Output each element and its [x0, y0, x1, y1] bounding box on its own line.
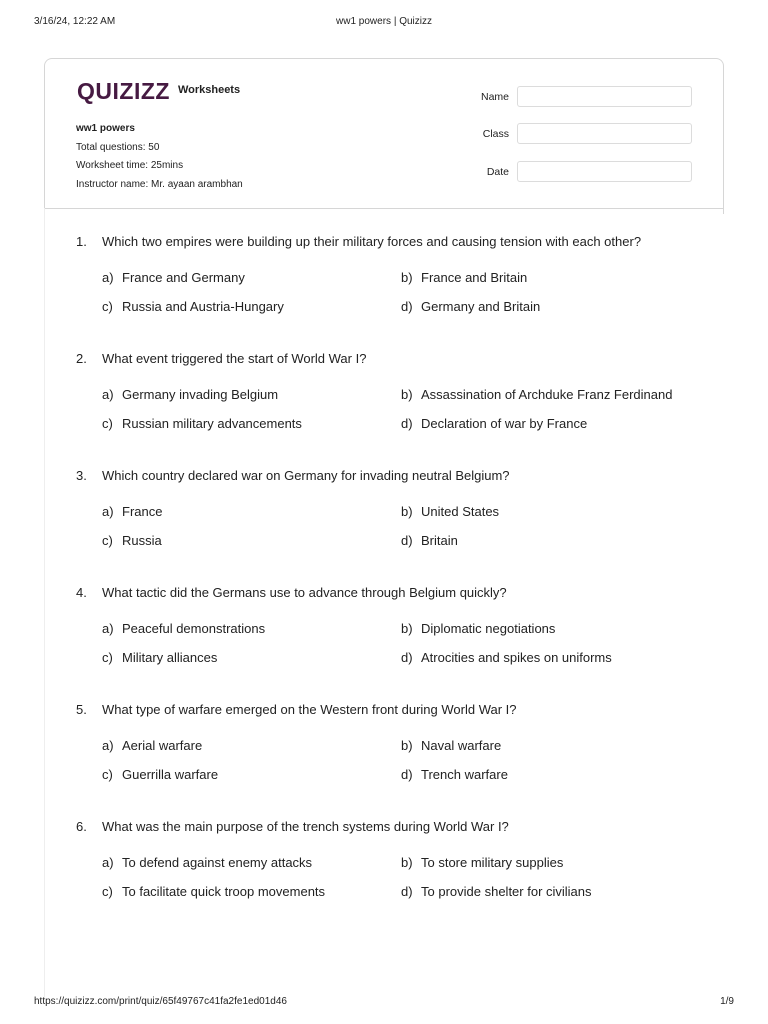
option-text: Russian military advancements [122, 416, 302, 431]
option-text: United States [421, 504, 500, 519]
option-b [401, 270, 527, 285]
option-text: Assassination of Archduke Franz Ferdinand [421, 387, 673, 402]
option-letter: a) [102, 270, 114, 285]
option-text: Atrocities and spikes on uniforms [421, 650, 612, 665]
option-text: Russia [122, 533, 162, 548]
option-letter: a) [102, 621, 114, 636]
option-letter: b) [401, 504, 413, 519]
option-c [102, 650, 217, 665]
option-text: To defend against enemy attacks [122, 855, 313, 870]
print-url[interactable]: https://quizizz.com/print/quiz/65f49767c41fa2fe1ed01d46 [34, 996, 287, 1007]
option-d [401, 767, 508, 782]
option-a [102, 621, 265, 636]
option-letter: c) [102, 884, 113, 899]
quizizz-logo: QUIZIZZ [77, 78, 170, 104]
option-text: Aerial warfare [122, 738, 203, 753]
option-letter: a) [102, 387, 114, 402]
option-c [102, 884, 325, 899]
option-text: Diplomatic negotiations [421, 621, 556, 636]
option-d [401, 884, 592, 899]
question-text: Which two empires were building up their military forces and causing tension with each other? [102, 234, 642, 249]
question-3 [76, 468, 716, 548]
question-number: 5. [76, 702, 87, 717]
option-d [401, 650, 612, 665]
option-text: To provide shelter for civilians [421, 884, 592, 899]
option-letter: b) [401, 270, 413, 285]
option-a [102, 738, 202, 753]
option-c [102, 533, 162, 548]
quiz-title: ww1 powers [76, 123, 135, 134]
option-text: To store military supplies [421, 855, 564, 870]
option-a [102, 270, 245, 285]
option-c [102, 416, 302, 431]
question-6 [76, 819, 716, 899]
option-b [401, 387, 672, 402]
option-b [401, 621, 555, 636]
option-letter: d) [401, 884, 413, 899]
option-letter: b) [401, 855, 413, 870]
name-label: Name [480, 91, 509, 103]
option-text: Declaration of war by France [421, 416, 588, 431]
option-text: Russia and Austria-Hungary [122, 299, 284, 314]
print-footer [34, 996, 734, 1010]
option-letter: d) [401, 416, 413, 431]
question-2 [76, 351, 716, 431]
option-text: Trench warfare [421, 767, 508, 782]
option-text: To facilitate quick troop movements [122, 884, 326, 899]
option-c [102, 767, 218, 782]
option-letter: c) [102, 416, 113, 431]
name-field[interactable] [517, 86, 692, 107]
print-datetime: 3/16/24, 12:22 AM [34, 16, 116, 27]
option-text: Naval warfare [421, 738, 502, 753]
option-text: Germany invading Belgium [122, 387, 279, 402]
option-letter: b) [401, 387, 413, 402]
worksheet-header-card [44, 58, 724, 208]
date-field[interactable] [517, 161, 692, 182]
question-number: 4. [76, 585, 87, 600]
date-label: Date [486, 166, 509, 178]
question-1 [76, 234, 716, 314]
option-text: France and Germany [122, 270, 245, 285]
option-letter: c) [102, 533, 113, 548]
instructor-name: Instructor name: Mr. ayaan arambhan [76, 178, 243, 190]
option-text: Britain [421, 533, 458, 548]
option-letter: c) [102, 299, 113, 314]
class-field[interactable] [517, 123, 692, 144]
question-text: What event triggered the start of World War I? [102, 351, 367, 366]
question-number: 3. [76, 468, 87, 483]
header-divider [44, 208, 724, 209]
option-letter: d) [401, 650, 413, 665]
brand [77, 79, 240, 103]
option-d [401, 299, 540, 314]
option-letter: d) [401, 533, 413, 548]
option-a [102, 504, 162, 519]
question-number: 2. [76, 351, 87, 366]
option-letter: c) [102, 650, 113, 665]
option-text: Military alliances [122, 650, 218, 665]
option-letter: d) [401, 767, 413, 782]
option-letter: a) [102, 738, 114, 753]
print-page-title: ww1 powers | Quizizz [336, 16, 432, 27]
page-right-border [723, 208, 724, 214]
option-letter: c) [102, 767, 113, 782]
question-number: 1. [76, 234, 87, 249]
question-number: 6. [76, 819, 87, 834]
worksheet-time: Worksheet time: 25mins [76, 160, 184, 171]
worksheet-meta [76, 120, 243, 194]
option-letter: b) [401, 621, 413, 636]
question-text: What tactic did the Germans use to advance through Belgium quickly? [102, 585, 507, 600]
page-left-border [44, 208, 45, 998]
option-a [102, 387, 278, 402]
question-text: Which country declared war on Germany for invading neutral Belgium? [102, 468, 510, 483]
question-text: What type of warfare emerged on the Western front during World War I? [102, 702, 517, 717]
option-letter: a) [102, 504, 114, 519]
option-text: France [122, 504, 163, 519]
option-b [401, 738, 501, 753]
option-b [401, 504, 499, 519]
option-text: Germany and Britain [421, 299, 541, 314]
option-letter: d) [401, 299, 413, 314]
class-label: Class [482, 128, 509, 140]
option-letter: b) [401, 738, 413, 753]
question-5 [76, 702, 716, 782]
option-d [401, 416, 587, 431]
print-header [34, 16, 734, 30]
option-letter: a) [102, 855, 114, 870]
option-b [401, 855, 563, 870]
option-text: Guerrilla warfare [122, 767, 219, 782]
question-text: What was the main purpose of the trench systems during World War I? [102, 819, 509, 834]
question-4 [76, 585, 716, 665]
option-text: France and Britain [421, 270, 528, 285]
option-c [102, 299, 284, 314]
option-a [102, 855, 312, 870]
option-d [401, 533, 458, 548]
worksheets-label: Worksheets [177, 84, 241, 96]
total-questions: Total questions: 50 [76, 141, 160, 153]
page-number: 1/9 [720, 996, 734, 1007]
option-text: Peaceful demonstrations [122, 621, 266, 636]
